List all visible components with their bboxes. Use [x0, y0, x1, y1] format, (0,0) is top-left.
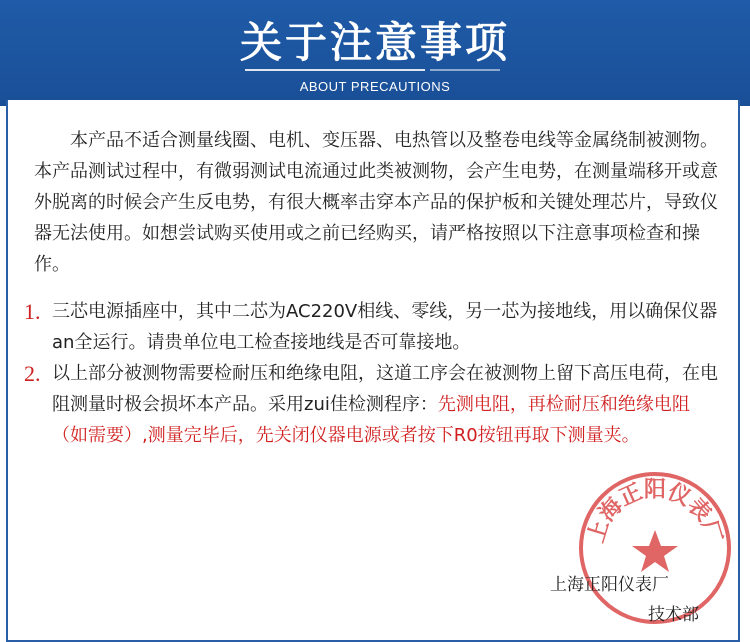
- title-divider: [245, 69, 425, 71]
- item-number: 1.: [24, 299, 41, 324]
- intro-paragraph: 本产品不适合测量线圈、电机、变压器、电热管以及整卷电线等金属绕制被测物。本产品测试过程中，有微弱测试电流通过此类被测物，会产生电势，在测量端移开或意外脱离的时候会产生反电势，有很大概率击穿本产品的保护板和关键处理芯片，导致仪器无法使用。如想尝试购买使用或之前已经购买，请严格按照以下注意事项检查和操作。: [34, 130, 718, 275]
- page-title: 关于注意事项: [239, 18, 510, 67]
- item-text: 三芯电源插座中，其中二芯为AC220V相线、零线，另一芯为接地线，用以确保仪器an全运行。请贵单位电工检查接地线是否可靠接地。: [52, 301, 718, 353]
- item-text: [24, 358, 724, 451]
- item-text-highlight: 先测电阻，再检耐压和绝缘电阻（如需要）,测量完毕后，先关闭仪器电源或者按下R0按钮再取下测量夹。: [52, 394, 690, 446]
- signature-department: 技术部: [648, 605, 699, 625]
- page-subtitle: ABOUT PRECAUTIONS: [299, 79, 451, 94]
- precaution-item-1: [24, 296, 724, 358]
- precaution-item-2: [24, 358, 724, 451]
- seal-text: 上海正阳仪表厂: [583, 477, 727, 546]
- item-text-normal: 以上部分被测物需要检耐压和绝缘电阻，这道工序会在被测物上留下高压电荷，在电阻测量时极会损坏本产品。采用zui佳检测程序：: [52, 363, 718, 415]
- signature-company: 上海正阳仪表厂: [550, 575, 669, 595]
- signature: [550, 570, 710, 630]
- item-number: 2.: [24, 361, 41, 386]
- title-divider-accent: [430, 69, 500, 71]
